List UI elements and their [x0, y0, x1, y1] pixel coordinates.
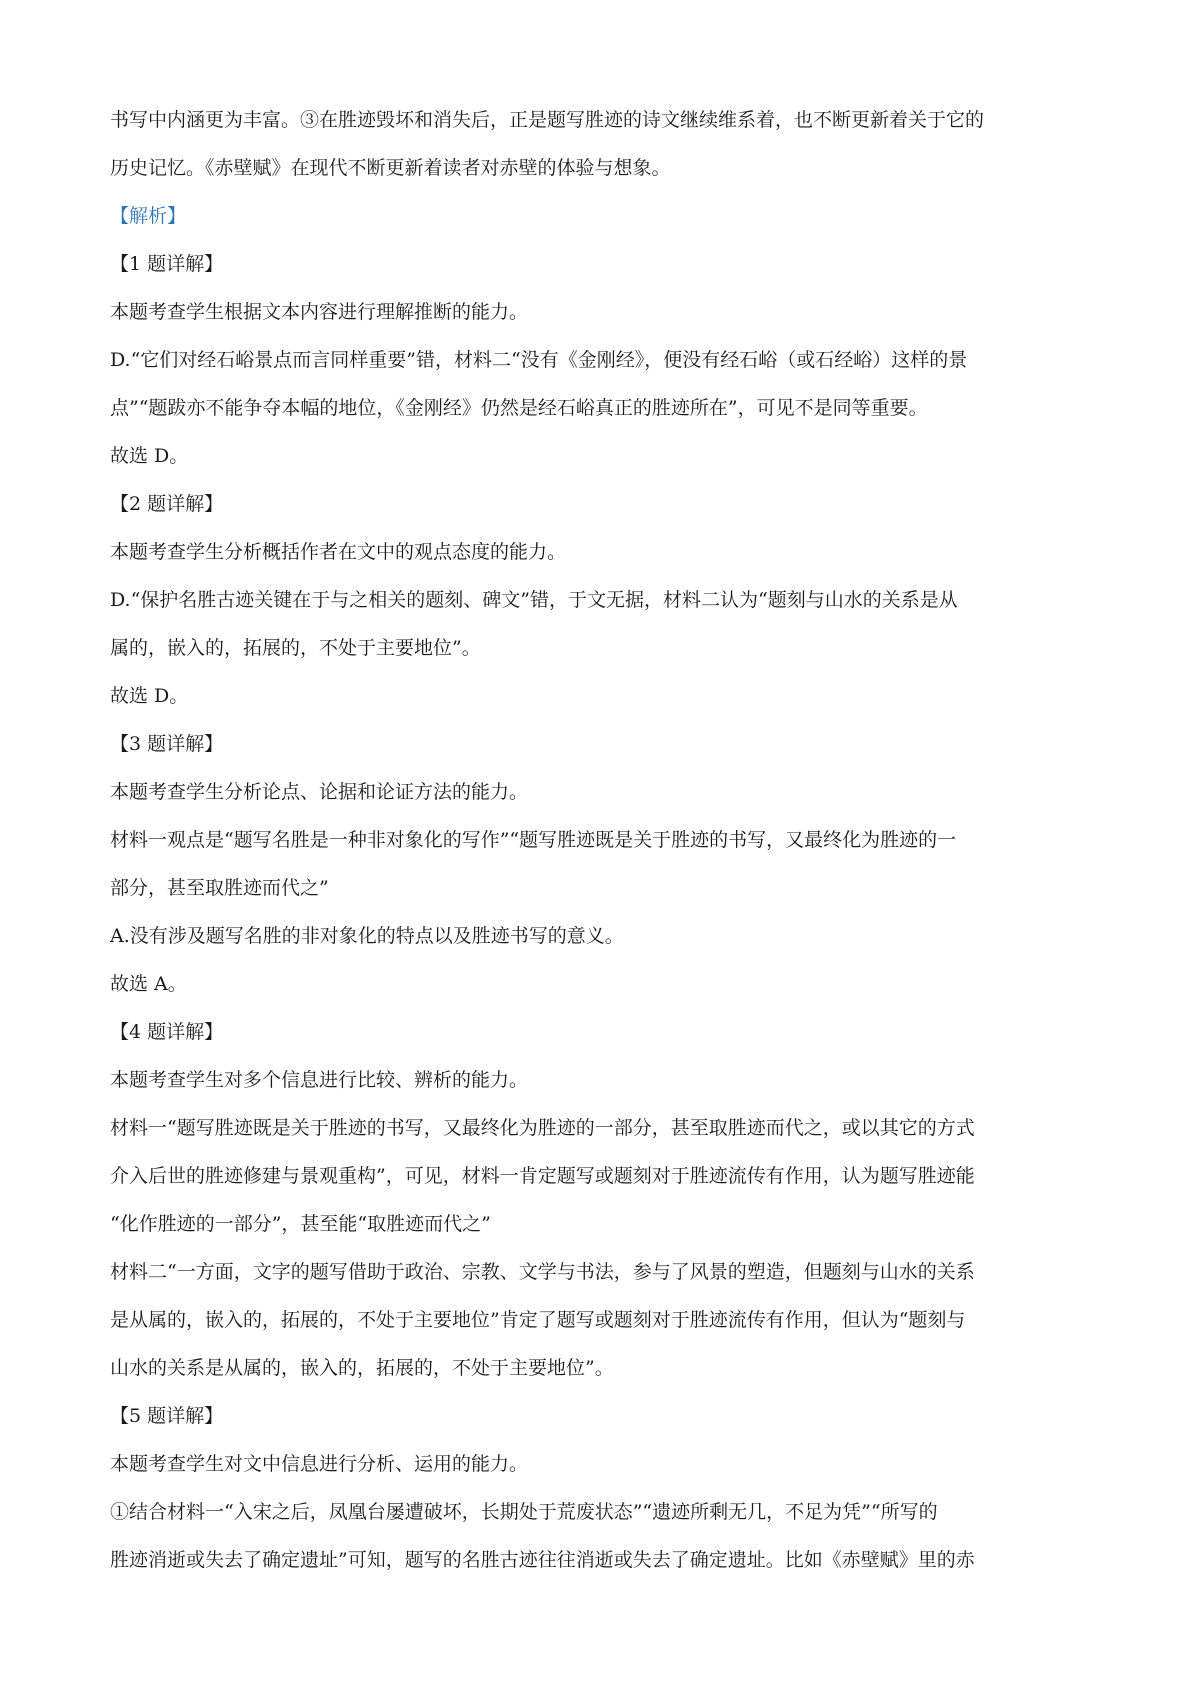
text-line: ①结合材料一“入宋之后，凤凰台屡遭破坏，长期处于荒废状态”“遗迹所剩无几，不足为凭”“所写的	[110, 1501, 938, 1523]
text-line: 山水的关系是从属的，嵌入的，拓展的，不处于主要地位”。	[110, 1357, 614, 1379]
section-label: 【解析】	[110, 205, 187, 227]
document-body	[110, 96, 1102, 1584]
text-line: 材料二“一方面，文字的题写借助于政治、宗教、文学与书法，参与了风景的塑造，但题刻与山水的关系	[110, 1261, 975, 1283]
text-line: 书写中内涵更为丰富。③在胜迹毁坏和消失后，正是题写胜迹的诗文继续维系着，也不断更新着关于它的	[110, 109, 985, 131]
text-line: 材料一观点是“题写名胜是一种非对象化的写作”“题写胜迹既是关于胜迹的书写，又最终化为胜迹的一	[110, 829, 957, 851]
text-line: 是从属的，嵌入的，拓展的，不处于主要地位”肯定了题写或题刻对于胜迹流传有作用，但认为“题刻与	[110, 1309, 966, 1331]
text-line: 历史记忆。《赤壁赋》在现代不断更新着读者对赤壁的体验与想象。	[110, 157, 671, 179]
text-line: 本题考查学生对文中信息进行分析、运用的能力。	[110, 1453, 529, 1475]
text-line: 故选 D。	[110, 445, 189, 467]
text-line: 部分，甚至取胜迹而代之”	[110, 877, 329, 899]
text-line: D.“它们对经石峪景点而言同样重要”错，材料二“没有《金刚经》，便没有经石峪（或石经峪）这样的景	[110, 349, 968, 371]
text-line: 【5 题详解】	[110, 1405, 224, 1427]
text-line: A.没有涉及题写名胜的非对象化的特点以及胜迹书写的意义。	[110, 925, 624, 947]
text-line: 【1 题详解】	[110, 253, 224, 275]
text-line: 胜迹消逝或失去了确定遗址”可知，题写的名胜古迹往往消逝或失去了确定遗址。比如《赤壁赋》里的赤	[110, 1549, 975, 1571]
text-line: D.“保护名胜古迹关键在于与之相关的题刻、碑文”错，于文无据，材料二认为“题刻与山水的关系是从	[110, 589, 958, 611]
text-line: 介入后世的胜迹修建与景观重构”，可见，材料一肯定题写或题刻对于胜迹流传有作用，认为题写胜迹能	[110, 1165, 975, 1187]
text-line: 本题考查学生分析概括作者在文中的观点态度的能力。	[110, 541, 567, 563]
text-line: 【2 题详解】	[110, 493, 224, 515]
text-line: “化作胜迹的一部分”，甚至能“取胜迹而代之”	[110, 1213, 491, 1235]
text-line: 点”“题跋亦不能争夺本幅的地位，《金刚经》仍然是经石峪真正的胜迹所在”，可见不是同等重要。	[110, 397, 928, 419]
text-line: 故选 A。	[110, 973, 187, 995]
text-line: 本题考查学生对多个信息进行比较、辨析的能力。	[110, 1069, 529, 1091]
text-line: 【4 题详解】	[110, 1021, 224, 1043]
text-line: 材料一“题写胜迹既是关于胜迹的书写，又最终化为胜迹的一部分，甚至取胜迹而代之，或以其它的方式	[110, 1117, 975, 1139]
text-line: 【3 题详解】	[110, 733, 224, 755]
text-line: 故选 D。	[110, 685, 189, 707]
text-line: 本题考查学生分析论点、论据和论证方法的能力。	[110, 781, 529, 803]
text-line: 本题考查学生根据文本内容进行理解推断的能力。	[110, 301, 529, 323]
text-line: 属的，嵌入的，拓展的，不处于主要地位”。	[110, 637, 481, 659]
